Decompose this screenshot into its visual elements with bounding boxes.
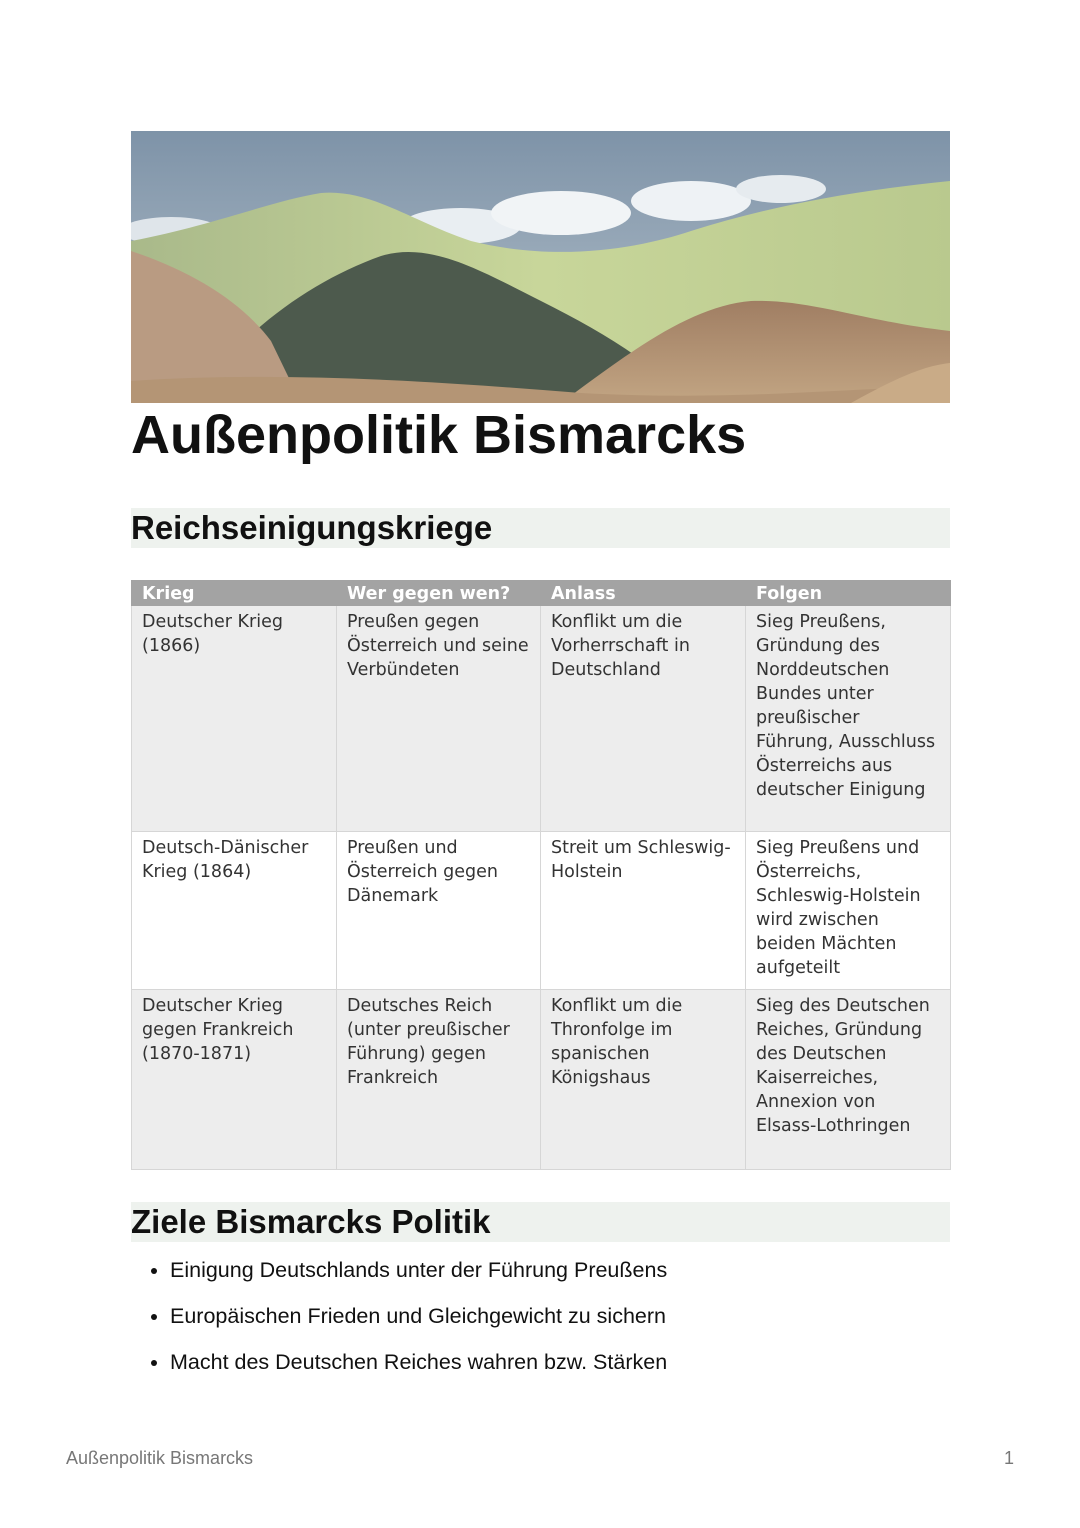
list-item: • Einigung Deutschlands unter der Führung Preußens	[170, 1248, 667, 1294]
table-row	[132, 606, 951, 832]
section-heading-goals: Ziele Bismarcks Politik	[131, 1202, 950, 1242]
section-heading-wars: Reichseinigungskriege	[131, 508, 950, 548]
column-header: Krieg	[132, 581, 337, 606]
list-item: • Macht des Deutschen Reiches wahren bzw. Stärken	[170, 1340, 667, 1386]
header-image	[131, 131, 950, 403]
table-cell: Sieg Preußens und Österreichs, Schleswig-Holstein wird zwischen beiden Mächten aufgeteilt	[746, 832, 951, 990]
page-title: Außenpolitik Bismarcks	[131, 405, 747, 465]
table-cell: Konflikt um die Vorherrschaft in Deutschland	[541, 606, 746, 832]
column-header: Anlass	[541, 581, 746, 606]
footer-doc-title: Außenpolitik Bismarcks	[66, 1448, 254, 1468]
column-header: Wer gegen wen?	[337, 581, 541, 606]
table-cell: Sieg des Deutschen Reiches, Gründung des Deutschen Kaiserreiches, Annexion von Elsass-Lothringen	[746, 990, 951, 1170]
table-cell: Deutsches Reich (unter preußischer Führung) gegen Frankreich	[337, 990, 541, 1170]
table-header-row	[132, 581, 951, 606]
table-cell: Deutscher Krieg (1866)	[132, 606, 337, 832]
goals-list	[131, 1248, 667, 1386]
table-cell: Deutscher Krieg gegen Frankreich (1870-1871)	[132, 990, 337, 1170]
table-cell: Deutsch-Dänischer Krieg (1864)	[132, 832, 337, 990]
page-number: 1	[1003, 1448, 1014, 1468]
wars-table	[131, 580, 951, 1170]
table-cell: Preußen und Österreich gegen Dänemark	[337, 832, 541, 990]
column-header: Folgen	[746, 581, 951, 606]
table-row	[132, 990, 951, 1170]
table-row	[132, 832, 951, 990]
table-cell: Sieg Preußens, Gründung des Norddeutschen Bundes unter preußischer Führung, Ausschluss Österreichs aus deutscher Einigung	[746, 606, 951, 832]
table-cell: Streit um Schleswig-Holstein	[541, 832, 746, 990]
table-cell: Konflikt um die Thronfolge im spanischen Königshaus	[541, 990, 746, 1170]
table-cell: Preußen gegen Österreich und seine Verbündeten	[337, 606, 541, 832]
list-item: • Europäischen Frieden und Gleichgewicht zu sichern	[170, 1294, 667, 1340]
